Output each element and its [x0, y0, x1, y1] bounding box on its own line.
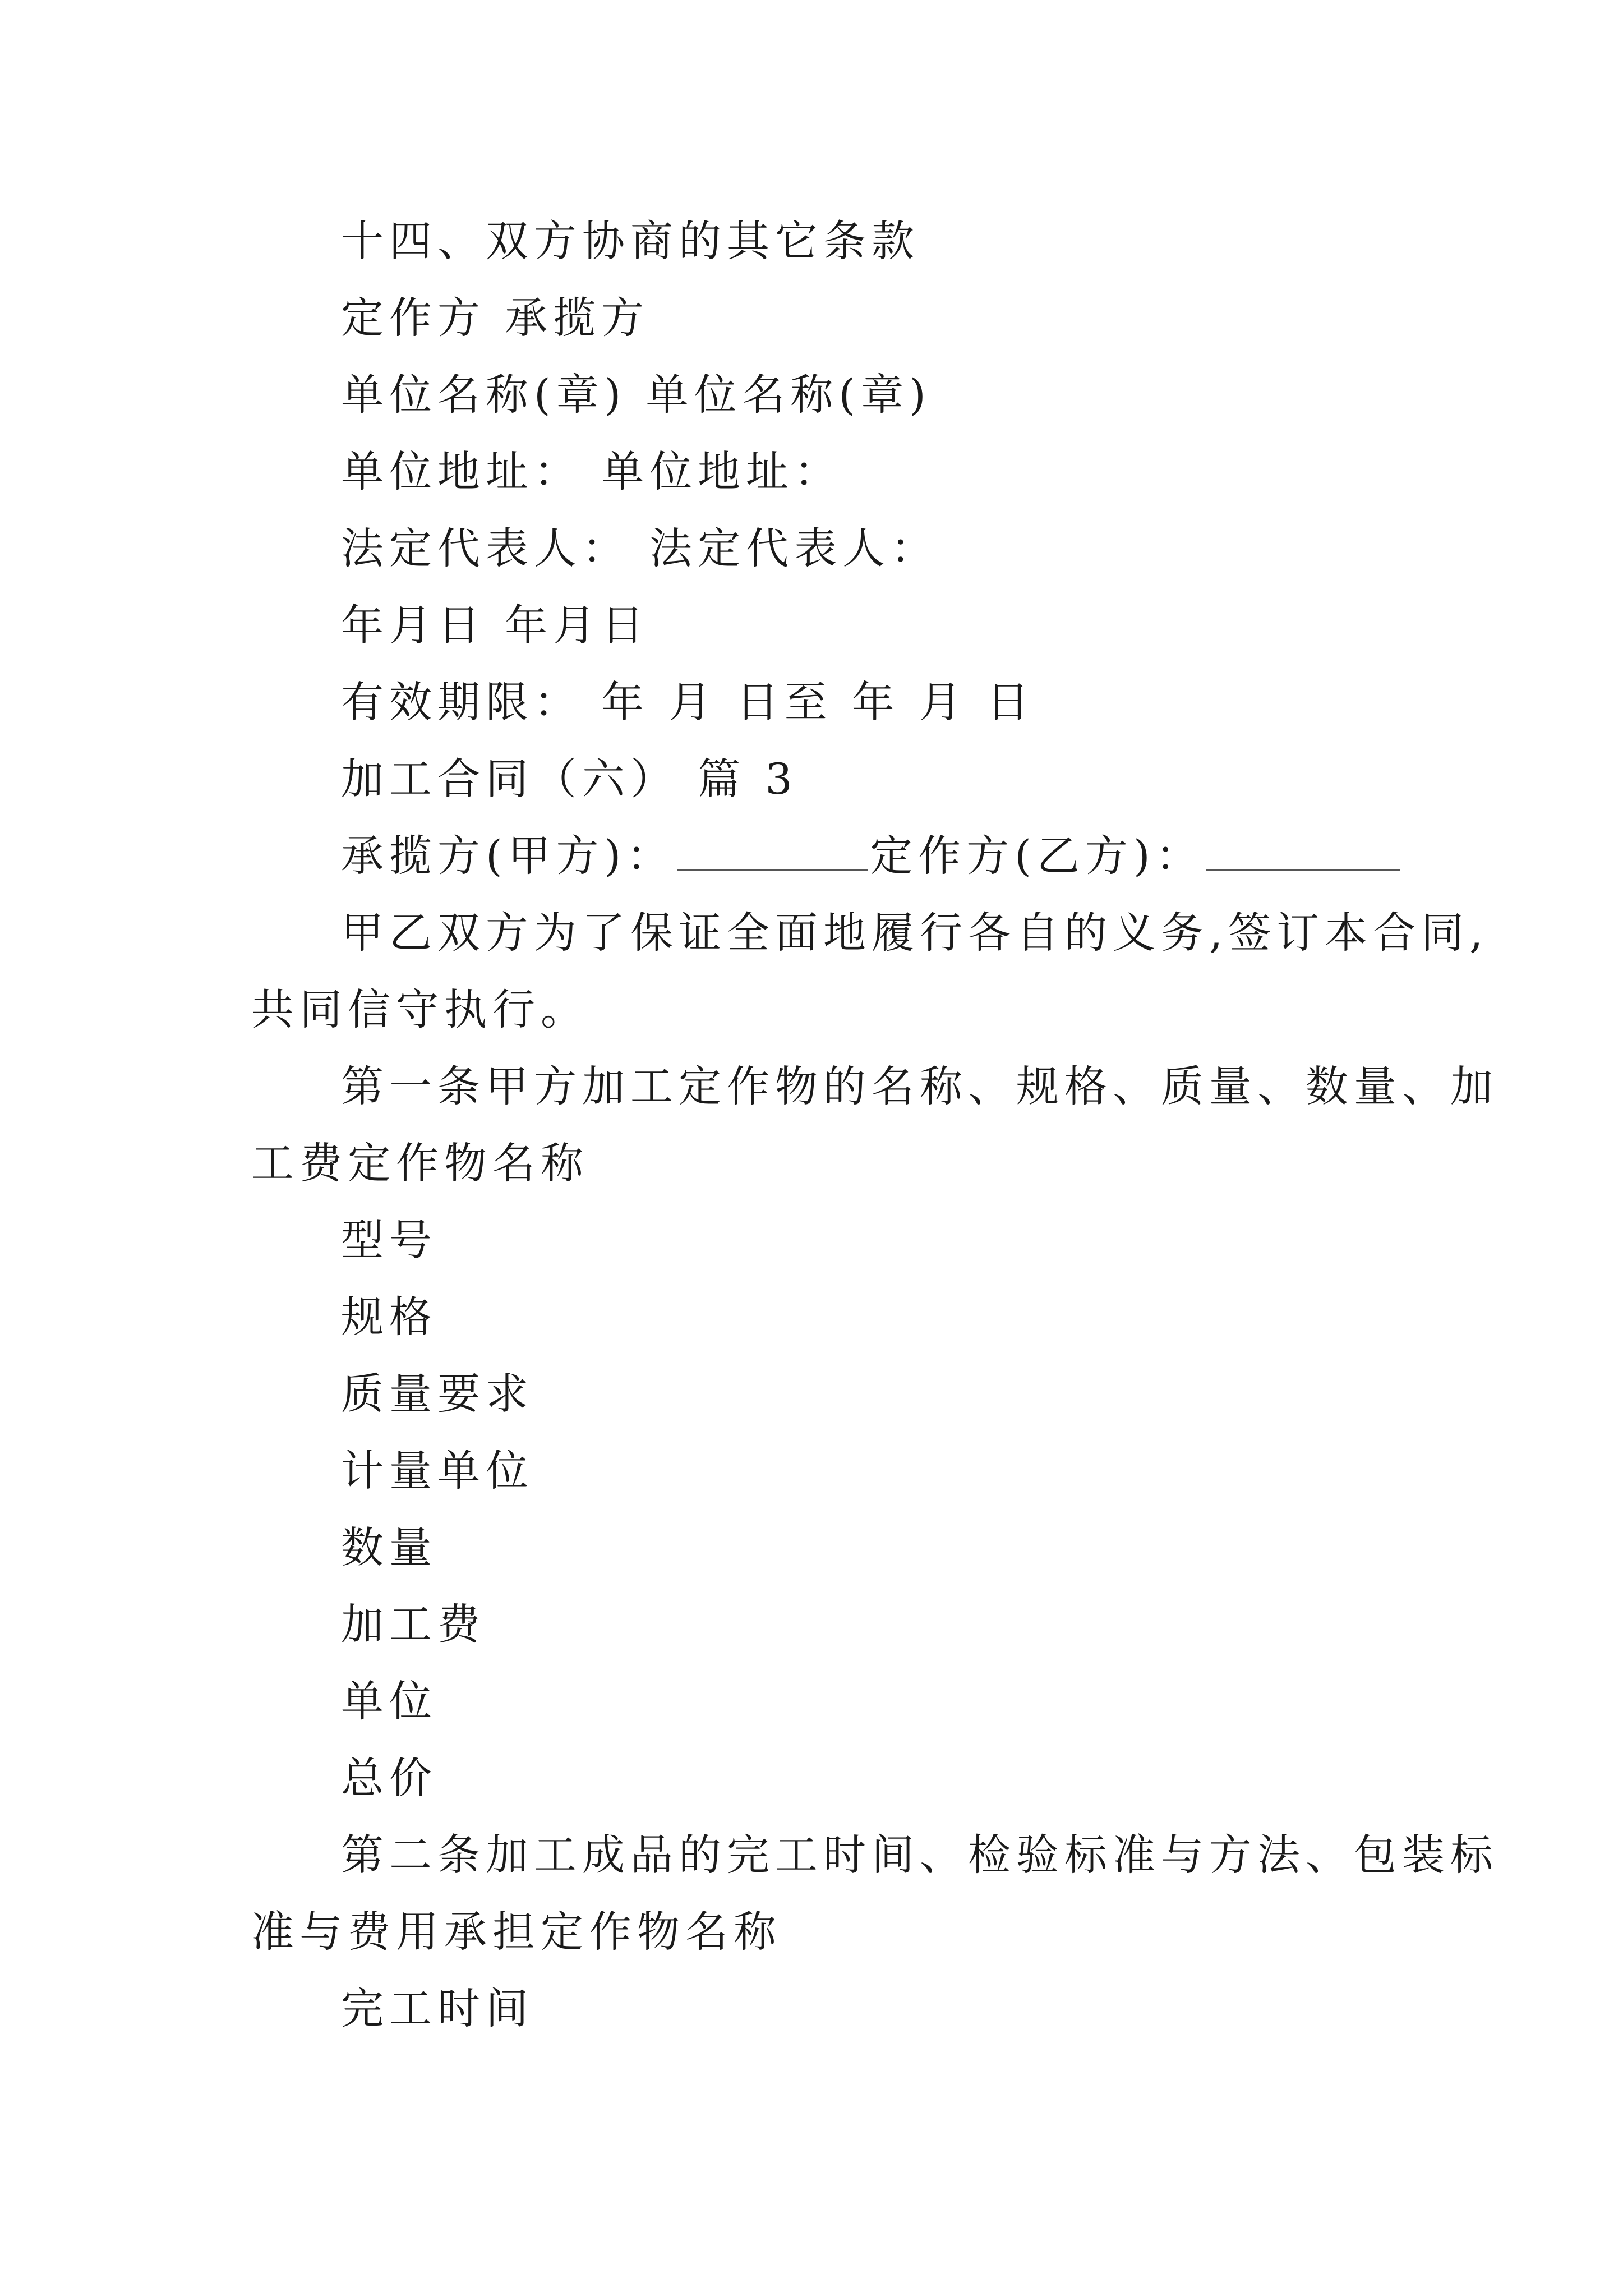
article-1-paragraph: 第一条甲方加工定作物的名称、规格、质量、数量、加 — [341, 1061, 1498, 1111]
orderer-label: 定作方(乙方)： — [870, 831, 1204, 881]
article-1-item: 总价 — [341, 1753, 437, 1803]
contractor-label: 承揽方(甲方)： — [341, 831, 675, 881]
contract-section-title: 加工合同（六） 篇 3 — [341, 754, 798, 804]
party-headings: 定作方 承揽方 — [341, 293, 650, 343]
article-1-item: 质量要求 — [341, 1369, 534, 1419]
article-2-item: 完工时间 — [341, 1984, 534, 2033]
article-2-paragraph: 第二条加工成品的完工时间、检验标准与方法、包装标 — [341, 1830, 1498, 1880]
clause-14-heading: 十四、双方协商的其它条款 — [341, 216, 920, 266]
intro-paragraph-continued: 共同信守执行。 — [251, 984, 589, 1034]
article-1-item: 型号 — [341, 1215, 437, 1265]
article-1-item: 加工费 — [341, 1599, 486, 1649]
orderer-blank — [1206, 836, 1400, 871]
article-1-item: 计量单位 — [341, 1446, 534, 1496]
article-1-item: 数量 — [341, 1522, 437, 1572]
date-line: 年月日 年月日 — [341, 600, 650, 650]
intro-paragraph: 甲乙双方为了保证全面地履行各自的义务,签订本合同, — [341, 908, 1489, 958]
unit-address-line: 单位地址： 单位地址： — [341, 447, 843, 496]
article-2-paragraph-continued: 准与费用承担定作物名称 — [251, 1907, 782, 1957]
article-1-item: 规格 — [341, 1292, 437, 1342]
unit-name-line: 单位名称(章) 单位名称(章) — [341, 370, 932, 420]
parties-line — [341, 831, 1402, 881]
article-1-item: 单位 — [341, 1676, 437, 1726]
legal-representative-line: 法定代表人： 法定代表人： — [341, 523, 939, 573]
contractor-blank — [677, 836, 868, 871]
article-1-paragraph-continued: 工费定作物名称 — [251, 1138, 589, 1188]
validity-period-line: 有效期限： 年 月 日至 年 月 日 — [341, 677, 1035, 727]
